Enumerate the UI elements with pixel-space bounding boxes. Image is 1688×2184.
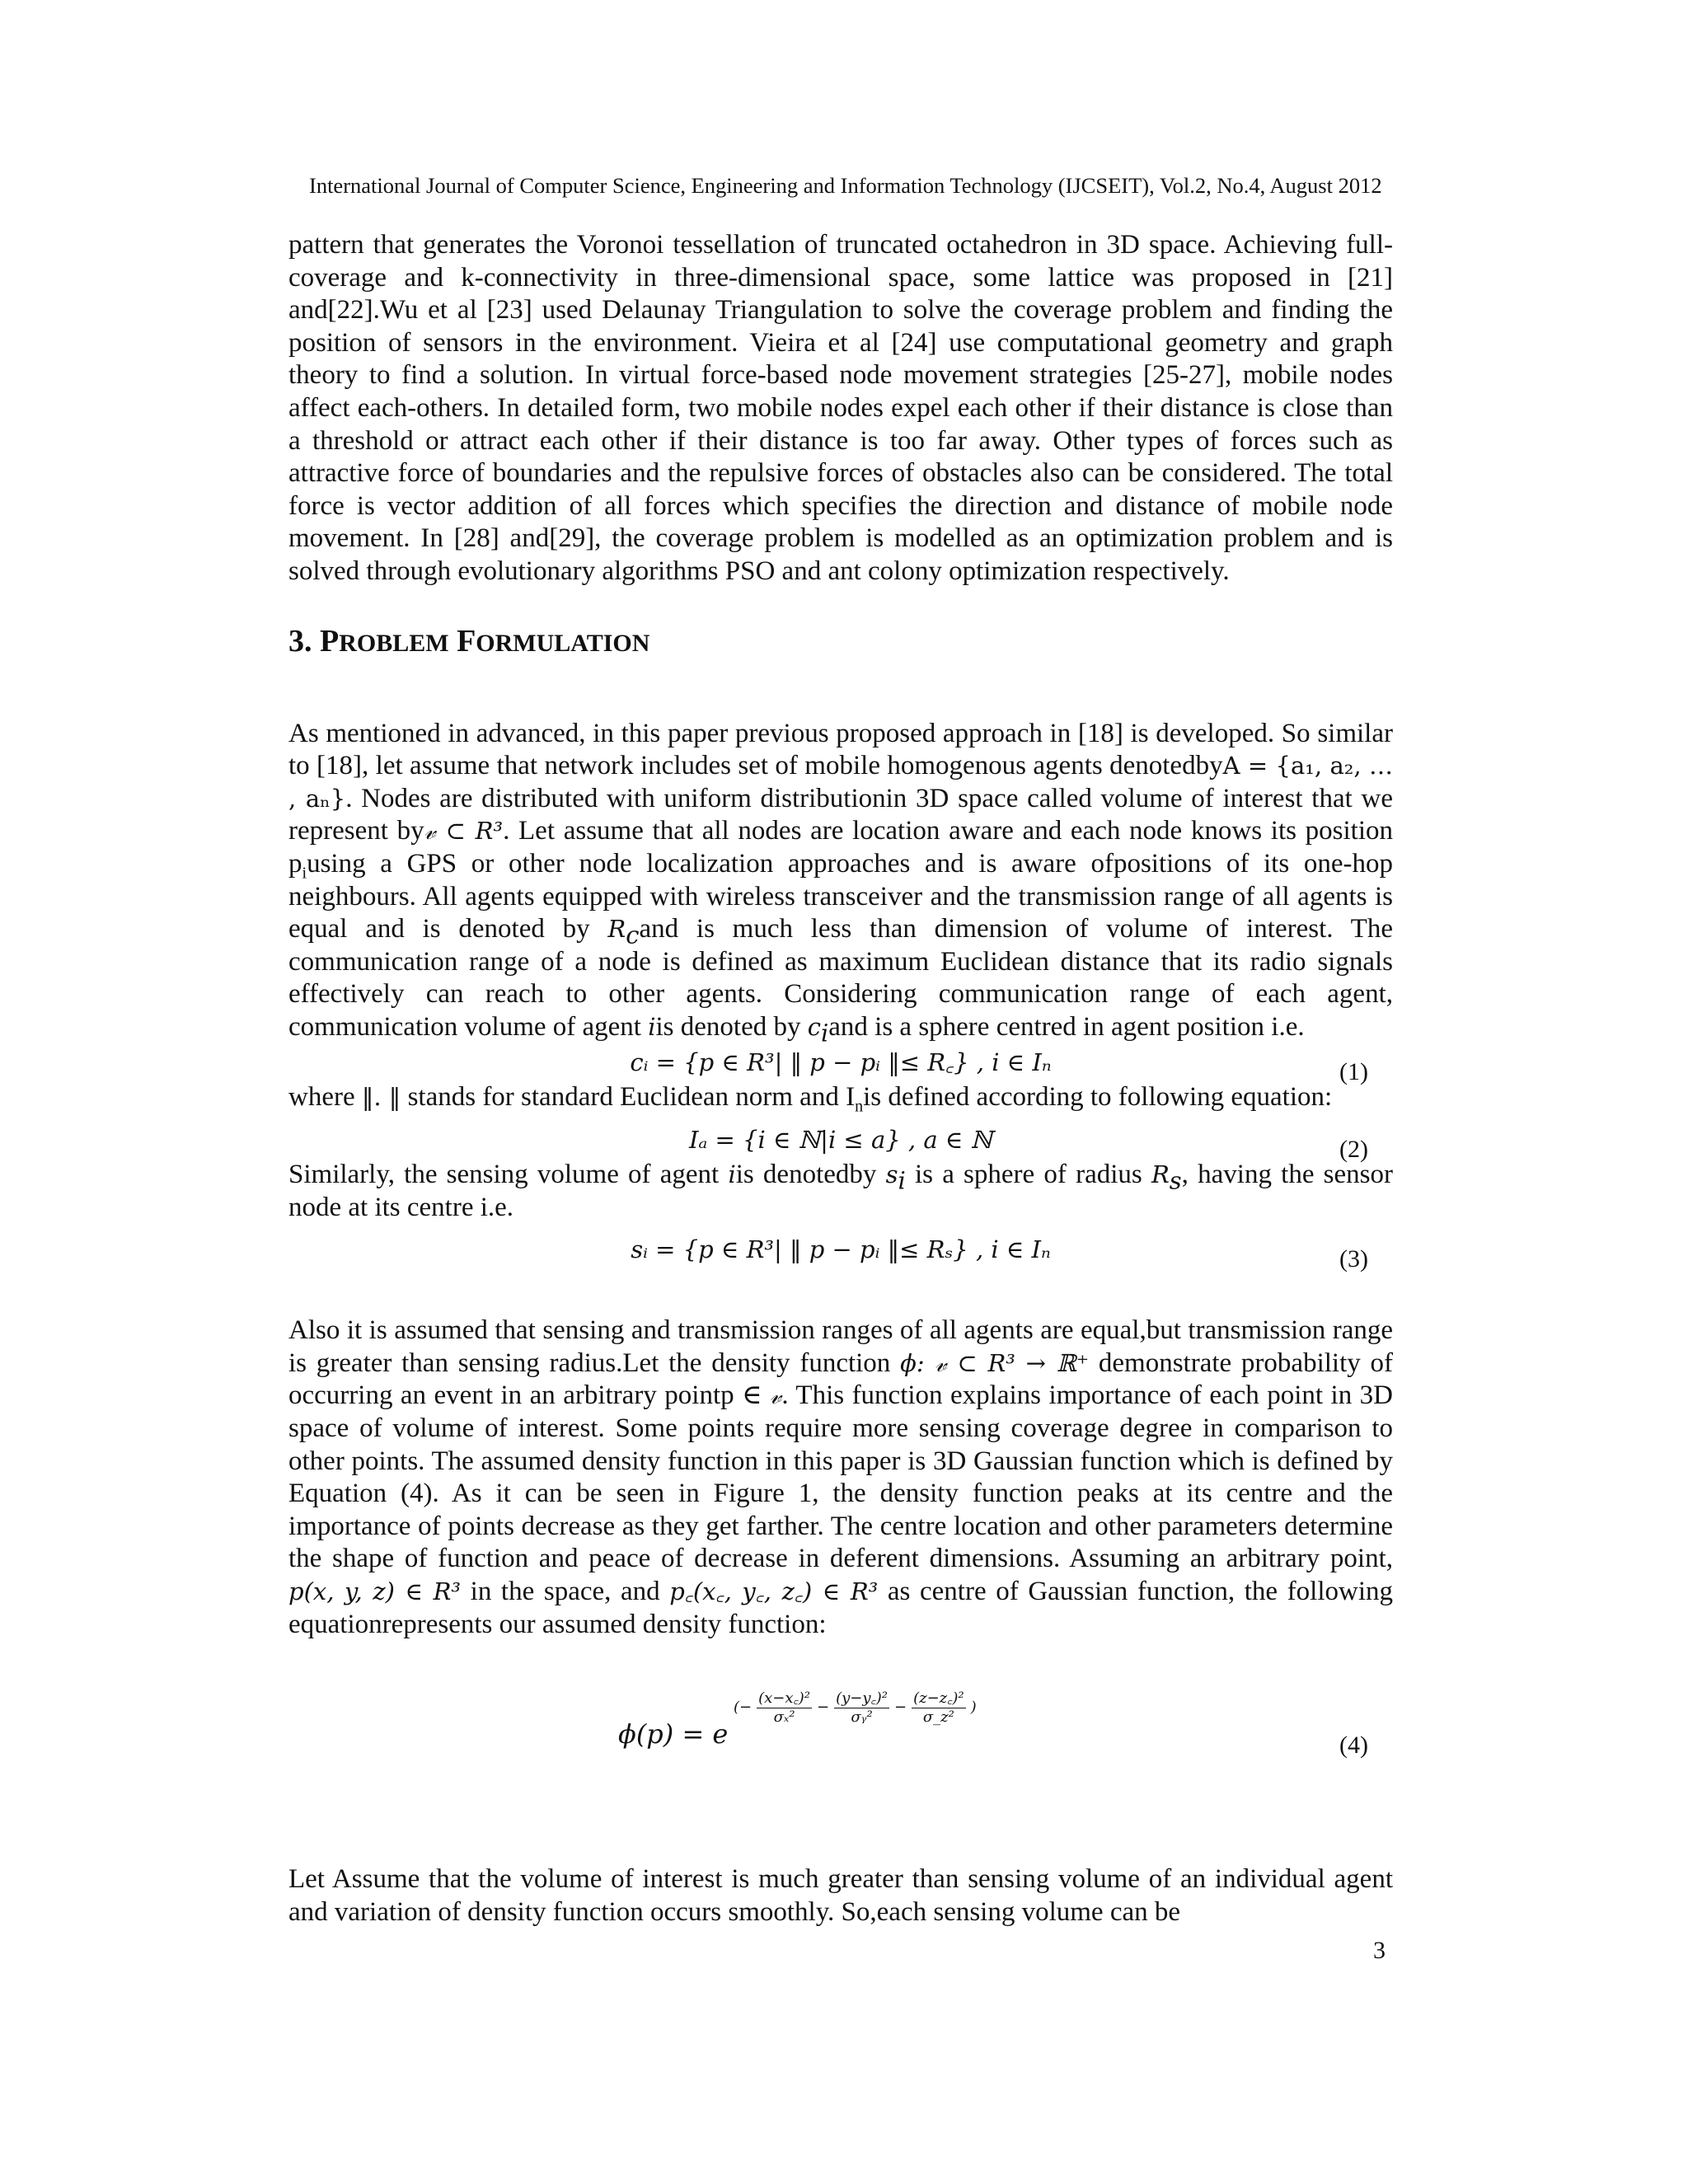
text-run: is denoted by [655, 1011, 808, 1042]
fraction-z [912, 1690, 966, 1727]
rs-math: R [1151, 1160, 1170, 1189]
text-run: is denotedby [735, 1160, 886, 1190]
text-run: as centre of Gaussian function, the following equationrepresents our assumed density function: [288, 1577, 1393, 1639]
subscript: s [1169, 1166, 1182, 1195]
text-run: Similarly, the sensing volume of agent [288, 1160, 729, 1190]
text-run: is a sphere of radius [905, 1160, 1151, 1190]
fraction-y-num: (y−y꜀)² [836, 1689, 888, 1707]
volume-of-interest-math: 𝓋 ⊂ R³ [424, 817, 504, 846]
text-run: . This function explains importance of each point in 3D space of volume of interest. Some points require more sensing coverage degree in comparison to other points. The assumed density function in this paper is 3D Gaussian function which is defined by Equation (4). As it can be seen in Figure 1, the density function peaks at its centre and the importance of points decrease as they get farther. The centre location and other parameters determine the shape of function and peace of decrease in deferent dimensions. Assuming an arbitrary point, [288, 1380, 1393, 1574]
subscript: n [855, 1098, 864, 1117]
i-math: i [648, 1012, 656, 1041]
gaussian-formula [618, 1689, 977, 1753]
paragraph-norm-definition [288, 1081, 1393, 1117]
ci-math: c [807, 1012, 821, 1041]
gaussian-lhs: ϕ(p) = e [618, 1718, 729, 1750]
exp-close: ) [970, 1699, 977, 1717]
fraction-z-num: (z−z꜀)² [913, 1689, 964, 1707]
fraction-x-den: σₓ² [773, 1708, 795, 1726]
exp-minus: − [816, 1699, 830, 1717]
paragraph-network-model [288, 718, 1394, 1047]
heading-initial-f: F [457, 623, 476, 658]
page-content [288, 229, 1393, 1929]
subscript: i [898, 1166, 906, 1195]
text-run: using a GPS or other node localization approaches and is aware ofpositions of its one-hop neighbours. All agents equipped with wireless transceiver and the transmission range of all agents is equal and is denoted by [288, 848, 1393, 944]
exp-open: (− [734, 1699, 753, 1717]
equation-2-number: (2) [1339, 1136, 1368, 1164]
subscript: c [626, 921, 640, 949]
text-run: As mentioned in advanced, in this paper previous proposed approach in [18] is developed. So similar to [18], let assume that network includes set of mobile homogenous agents denotedby [288, 718, 1393, 781]
exp-minus: − [894, 1699, 907, 1717]
text-run: Also it is assumed that sensing and transmission ranges of all agents are equal,but transmission range is greater than sensing radius.Let the density function [288, 1315, 1393, 1378]
heading-smallcaps-ormulation: ORMULATION [476, 629, 650, 657]
centre-math: p꜀(x꜀, y꜀, z꜀) ∈ R³ [669, 1577, 879, 1605]
text-run: . Let assume that all nodes are location aware and each node knows its position p [288, 816, 1394, 879]
heading-smallcaps-roblem: ROBLEM [339, 629, 449, 657]
paragraph-sensing-volume [288, 1159, 1393, 1224]
text-run: . Nodes are distributed with uniform distributionin 3D space called volume of interest that we represent by [288, 783, 1393, 846]
point-math: p(x, y, z) ∈ R³ [288, 1577, 462, 1605]
section-number: 3. [288, 623, 320, 658]
text-run: demonstrate probability of occurring an event in an arbitrary pointp ∈ [288, 1347, 1394, 1411]
text-run: and is a sphere centred in agent position i.e. [828, 1011, 1305, 1042]
equation-3-number: (3) [1339, 1245, 1368, 1273]
i-math: i [728, 1160, 736, 1189]
agent-set-math: A = {a₁, a₂, … , aₙ} [288, 752, 1393, 813]
subscript: i [302, 864, 307, 883]
text-run: and is much less than dimension of volume of interest. The communication range of a node is defined as maximum Euclidean distance that its radio signals effectively can reach to other agents. Considering communication range of each agent, communication volume of agent [288, 914, 1393, 1042]
equation-2-body: Iₐ = {i ∈ ℕ|i ≤ a} , a ∈ ℕ [688, 1126, 993, 1155]
fraction-z-den: σ_z² [922, 1708, 954, 1726]
equation-3 [288, 1230, 1393, 1273]
text-run: , having the sensor node at its centre i.e. [288, 1160, 1393, 1222]
equation-4 [288, 1690, 1393, 1814]
paragraph-related-work: pattern that generates the Voronoi tessellation of truncated octahedron in 3D space. Achieving full-coverage and k-connectivity in three-dimensional space, some lattice was proposed in [21] and[22].Wu et al [23] used Delaunay Triangulation to solve the coverage problem and finding the position of sensors in the environment. Vieira et al [24] use computational geometry and graph theory to find a solution. In virtual force-based node movement strategies [25-27], mobile nodes affect each-others. In detailed form, two mobile nodes expel each other if their distance is close than a threshold or attract each other if their distance is too far away. Other types of forces such as attractive force of boundaries and the repulsive forces of obstacles also can be considered. The total force is vector addition of all forces which specifies the direction and distance of mobile node movement. In [28] and[29], the coverage problem is modelled as an optimization problem and is solved through evolutionary algorithms PSO and ant colony optimization respectively. [288, 230, 1393, 586]
v-math: 𝓋 [769, 1381, 782, 1410]
equation-3-body: sᵢ = {p ∈ R³| ‖ p − pᵢ ‖≤ Rₛ} , i ∈ Iₙ [631, 1235, 1051, 1264]
equation-1 [288, 1043, 1393, 1086]
gaussian-exponent [734, 1689, 977, 1727]
si-math: s [885, 1160, 898, 1189]
equation-4-number: (4) [1339, 1732, 1368, 1760]
subscript: i [820, 1019, 829, 1047]
paragraph-assumption: Let Assume that the volume of interest is much greater than sensing volume of an individual agent and variation of density function occurs smoothly. So,each sensing volume can be [288, 1864, 1393, 1927]
text-run: where [288, 1082, 362, 1113]
equation-1-number: (1) [1339, 1058, 1368, 1086]
section-heading-problem-formulation [288, 623, 1393, 662]
phi-math: ϕ: 𝓋 ⊂ R³ → ℝ⁺ [900, 1348, 1090, 1377]
equation-1-body: cᵢ = {p ∈ R³| ‖ p − pᵢ ‖≤ R꜀} , i ∈ Iₙ [630, 1048, 1052, 1077]
text-run: is defined according to following equation: [863, 1082, 1333, 1113]
fraction-x [757, 1690, 812, 1727]
norm-math: ‖. ‖ [361, 1083, 401, 1112]
fraction-y-den: σᵧ² [851, 1708, 873, 1726]
text-run: in the space, and [461, 1577, 670, 1606]
fraction-x-num: (x−x꜀)² [758, 1689, 810, 1707]
running-header: International Journal of Computer Science, Engineering and Information Technology (IJCSEIT), Vol.2, No.4, August 2012 [309, 173, 1382, 198]
text-run: stands for standard Euclidean norm and I [401, 1082, 856, 1113]
page-number: 3 [1373, 1937, 1386, 1964]
fraction-y [834, 1690, 889, 1727]
rc-math: R [607, 915, 626, 944]
heading-initial-p: P [320, 623, 340, 658]
paragraph-density-function [288, 1315, 1393, 1641]
equation-2 [288, 1121, 1393, 1164]
